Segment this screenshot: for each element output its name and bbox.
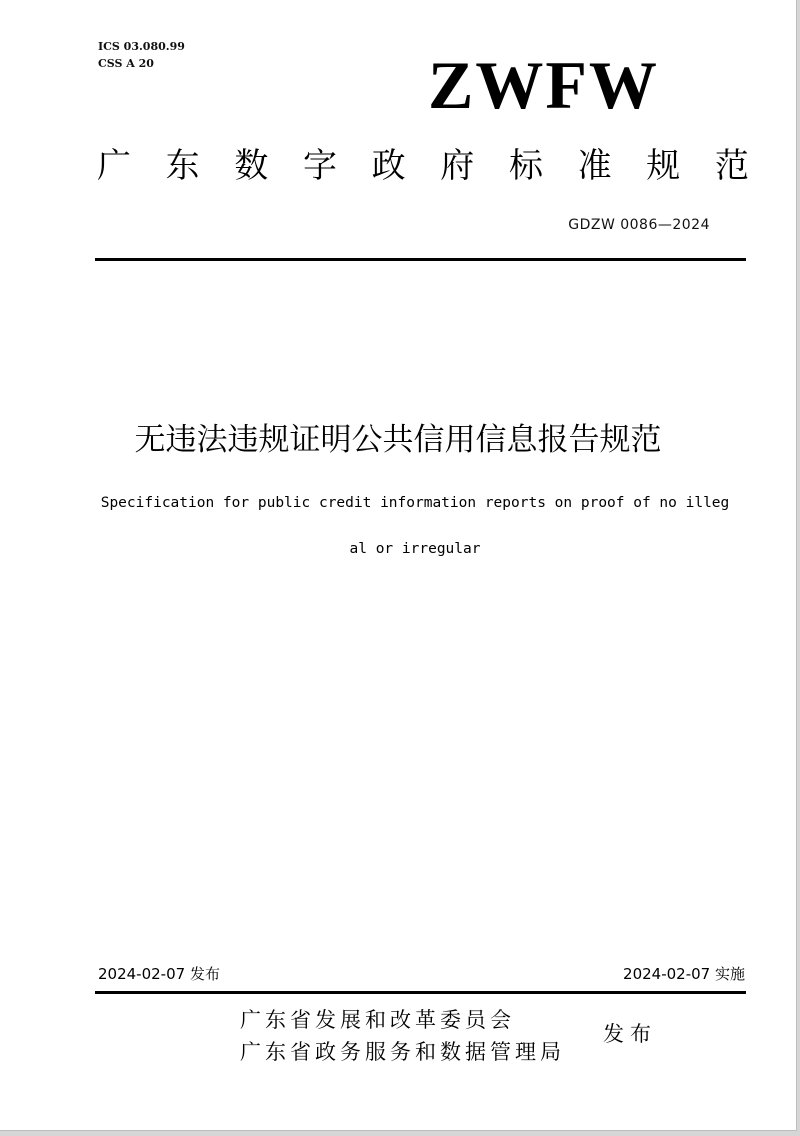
document-title-zh: 无违法违规证明公共信用信息报告规范 [134, 422, 662, 458]
issuer-line: 广东省政务服务和数据管理局 [240, 1040, 565, 1064]
standard-type-char: 标 [508, 146, 543, 186]
standard-type-char: 字 [302, 146, 337, 186]
issue-label: 发布 [603, 1022, 657, 1046]
standard-type-char: 规 [646, 146, 681, 186]
standard-type-title [97, 146, 749, 186]
ics-code: ICS 03.080.99 [98, 40, 185, 53]
standard-number: GDZW 0086—2024 [568, 217, 710, 233]
standard-type-char: 范 [714, 146, 749, 186]
standard-type-char: 广 [97, 146, 131, 186]
standard-type-char: 府 [440, 146, 475, 186]
document-title-en: Specification for public credit information reports on proof of no illegal or irregular [100, 495, 730, 557]
css-code: CSS A 20 [98, 57, 154, 70]
standard-type-char: 准 [577, 146, 612, 186]
standard-type-char: 数 [234, 146, 269, 186]
issuer-line: 广东省发展和改革委员会 [240, 1008, 515, 1032]
effective-date: 2024-02-07 实施 [623, 965, 745, 983]
issuing-authorities [240, 1004, 565, 1068]
bottom-divider [95, 991, 746, 994]
classification-codes [98, 38, 185, 72]
publish-date: 2024-02-07 发布 [98, 965, 220, 983]
top-divider [95, 258, 746, 261]
zwfw-logo: ZWFW [428, 47, 659, 123]
standard-type-char: 政 [371, 146, 406, 186]
standard-type-char: 东 [165, 146, 200, 186]
